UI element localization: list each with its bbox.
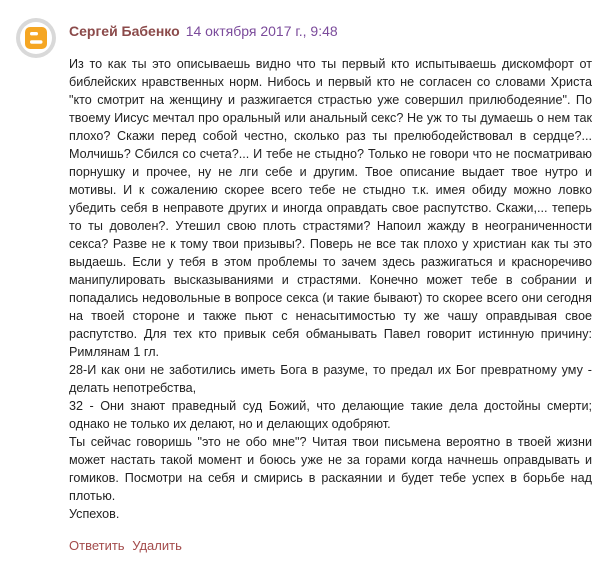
comment-date[interactable]: 14 октября 2017 г., 9:48 — [185, 23, 338, 39]
comment-paragraph: Ты сейчас говоришь "это не обо мне"? Читая твои письмена вероятно в твоей жизни может настать такой момент и боюсь уже не за горами когда начнешь оправдывать и гомиков. Посмотри на себя и смирись в раскаянии и будет тебе успех в борьбе над плотью. — [69, 435, 592, 503]
delete-link[interactable]: Удалить — [132, 538, 182, 553]
comment-paragraph: Успехов. — [69, 507, 120, 521]
reply-link[interactable]: Ответить — [69, 538, 125, 553]
comment-paragraph: 32 - Они знают праведный суд Божий, что делающие такие дела достойны смерти; однако не только их делают, но и делающих одобряют. — [69, 399, 592, 431]
blogger-icon[interactable] — [16, 18, 56, 58]
comment-actions — [69, 537, 182, 555]
comment-paragraph: Из то как ты это описываешь видно что ты первый кто испытываешь дискомфорт от библейских нравственных норм. Нибось и первый кто не согласен со словами Христа "кто смотрит на женщину и разжигается страстью уже совершил прилюбодеяние". По твоему Иисус мечтал про оральный или анальный секс? Не уж то ты думаешь о нем так плохо? Скажи перед собой честно, сколько раз ты прелюбодействовал в сердце?... Молчишь? Сбился со счета?... И тебе не стыдно? Только не говори что не посматриваю порнушку и прочее, ну не лги себе и другим. Твое описание выдает твое нутро и мотивы. И к сожалению скорее всего тебе не стыдно т.к. имея обиду можно ловко убедить себя в неправоте других и иногда оправдать свое распутство. Скажи,... теперь то ты доволен?. Утешил свою плоть страстями? Напоил жажду в неограниченности секса? Разве не к тому твои призывы?. Поверь не все так плохо у христиан как ты это выдаешь. Если у тебя в этом проблемы то зачем здесь разжигаться и красноречиво манипулировать высказываниями и страстями. Конечно может тебе в собрании и попадались недовольные в вопросе секса (и такие бывают) то скорее всего они сегодня на твоей стороне и также пьют с ненасытимостью ту же чашу оправдывая свое распутство. Для тех кто привык себя обманывать Павел говорит истинную причину: Римлянам 1 гл. — [69, 57, 592, 359]
comment-body — [69, 55, 592, 523]
comment-header — [69, 22, 338, 40]
comment-author[interactable]: Сергей Бабенко — [69, 23, 180, 39]
comment-paragraph: 28-И как они не заботились иметь Бога в разуме, то предал их Бог превратному уму - делать непотребства, — [69, 363, 592, 395]
